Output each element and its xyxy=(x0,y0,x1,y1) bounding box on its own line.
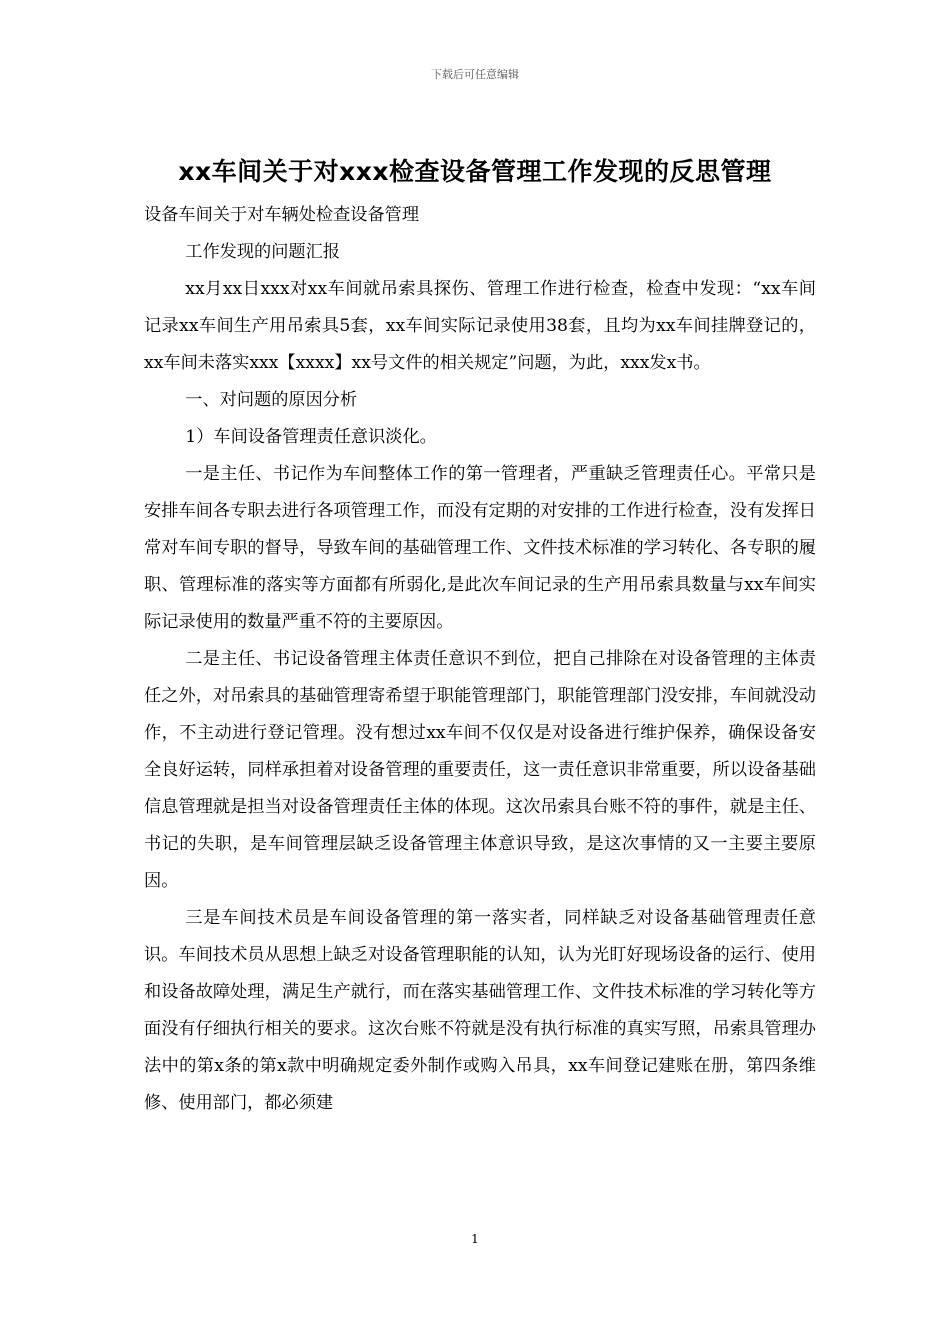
page-number: 1 xyxy=(471,1232,479,1246)
paragraph-1: 工作发现的问题汇报 xyxy=(185,242,340,262)
paragraph-4: 1）车间设备管理责任意识淡化。 xyxy=(185,427,437,447)
paragraph-0: 设备车间关于对车辆处检查设备管理 xyxy=(144,205,420,225)
page-header: 下载后可任意编辑 xyxy=(431,68,519,81)
paragraph-2: xx月xx日xxx对xx车间就吊索具探伤、管理工作进行检查，检查中发现：“xx车间记录xx车间生产用吊索具5套，xx车间实际记录使用38套，且均为xx车间挂牌登记的，xx车间未落实xxx【xxxx】xx号文件的相关规定”问题，为此，xxx发x书。 xyxy=(144,279,816,373)
document-title: xx车间关于对xxx检查设备管理工作发现的反思管理 xyxy=(178,157,772,186)
paragraph-3: 一、对问题的原因分析 xyxy=(185,390,358,410)
paragraph-6: 二是主任、书记设备管理主体责任意识不到位，把自己排除在对设备管理的主体责任之外，对吊索具的基础管理寄希望于职能管理部门，职能管理部门没安排，车间就没动作，不主动进行登记管理。没有想过xx车间不仅仅是对设备进行维护保养，确保设备安全良好运转，同样承担着对设备管理的重要责任，这一责任意识非常重要，所以设备基础信息管理就是担当对设备管理责任主体的体现。这次吊索具台账不符的事件，就是主任、书记的失职，是车间管理层缺乏设备管理主体意识导致，是这次事情的又一主要主要原因。 xyxy=(144,649,816,891)
document-body xyxy=(144,197,816,1122)
paragraph-5: 一是主任、书记作为车间整体工作的第一管理者，严重缺乏管理责任心。平常只是安排车间各专职去进行各项管理工作，而没有定期的对安排的工作进行检查，没有发挥日常对车间专职的督导，导致车间的基础管理工作、文件技术标准的学习转化、各专职的履职、管理标准的落实等方面都有所弱化,是此次车间记录的生产用吊索具数量与xx车间实际记录使用的数量严重不符的主要原因。 xyxy=(144,464,816,632)
paragraph-7: 三是车间技术员是车间设备管理的第一落实者，同样缺乏对设备基础管理责任意识。车间技术员从思想上缺乏对设备管理职能的认知，认为光盯好现场设备的运行、使用和设备故障处理，满足生产就行，而在落实基础管理工作、文件技术标准的学习转化等方面没有仔细执行相关的要求。这次台账不符就是没有执行标准的真实写照，吊索具管理办法中的第x条的第x款中明确规定委外制作或购入吊具，xx车间登记建账在册，第四条维修、使用部门，都必须建 xyxy=(144,908,816,1113)
